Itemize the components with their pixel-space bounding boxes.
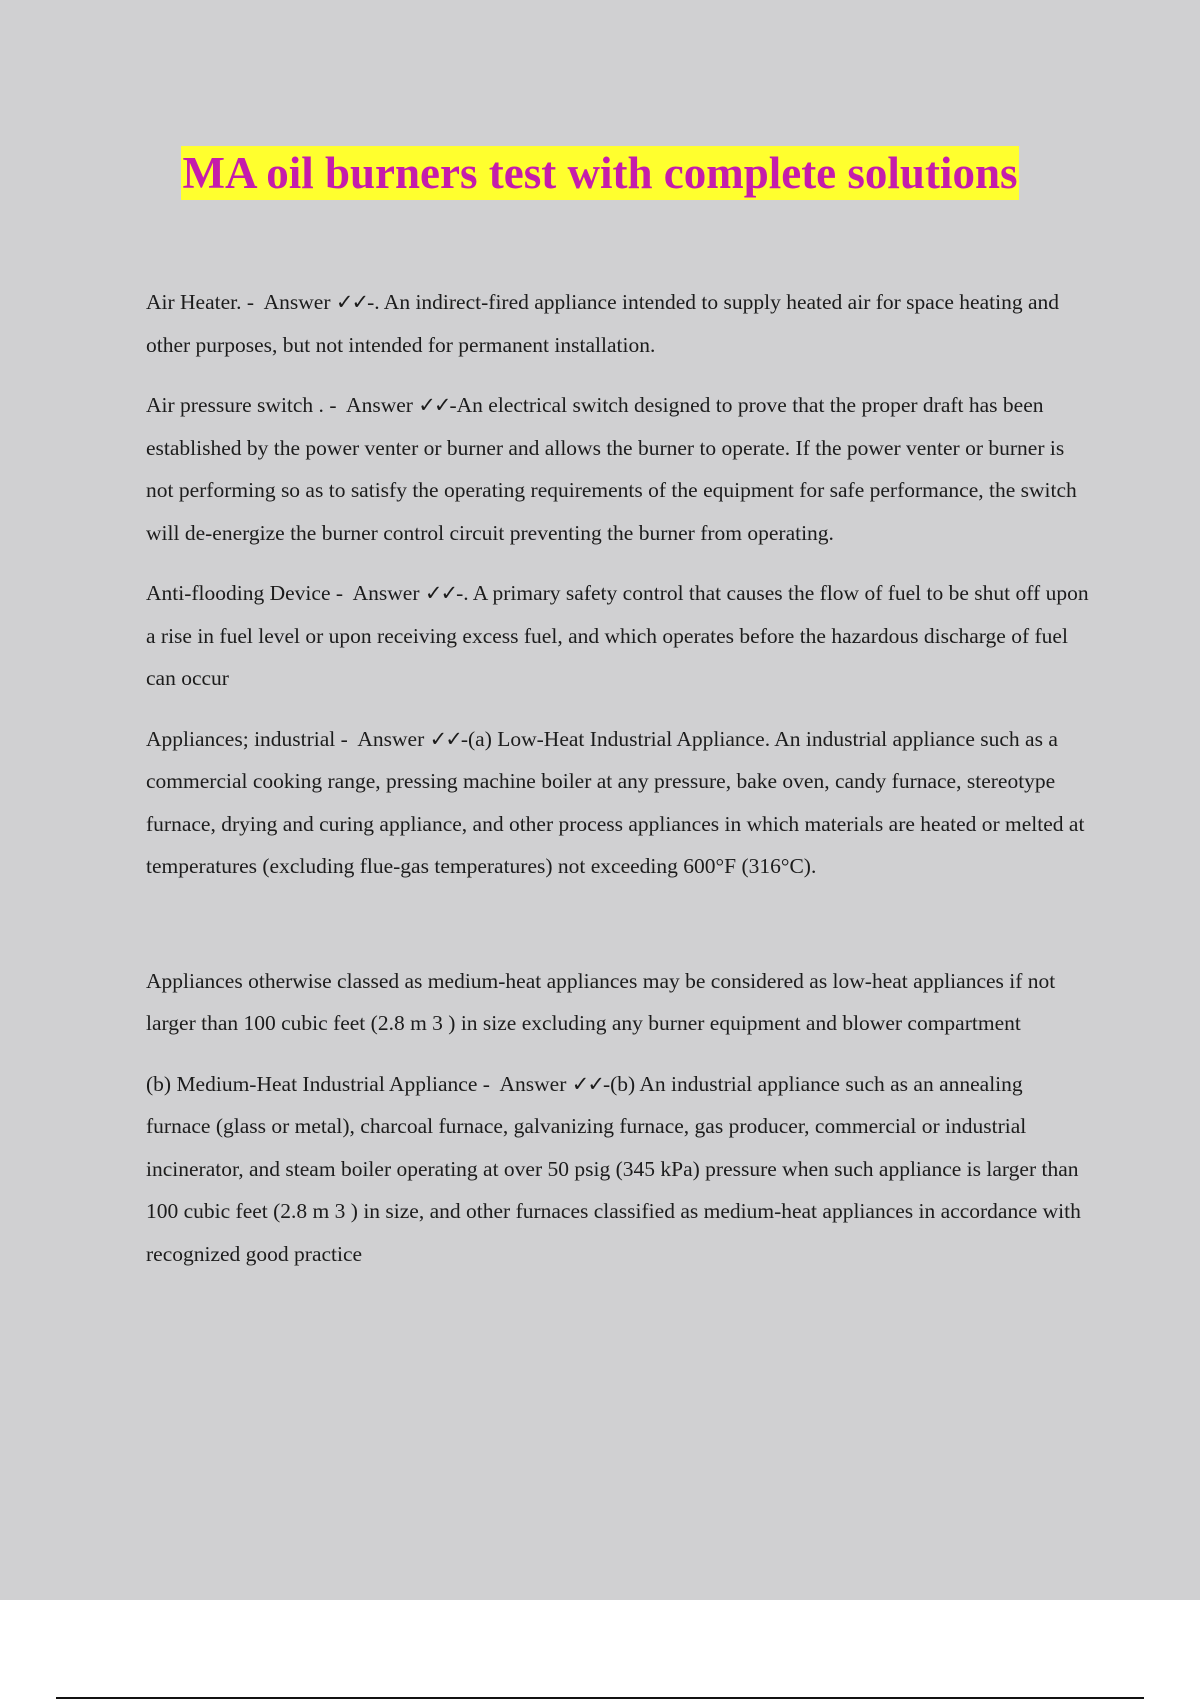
qa-entry-medium-heat-appliance: [146, 1063, 1092, 1276]
qa-list: [146, 281, 1092, 1293]
entry-definition: -An electrical switch designed to prove that the proper draft has been established by the power venter or burner and allows the burner to operate. If the power venter or burner is not performing so as to satisfy the operating requirements of the equipment for safe performance, the switch will de-energize the burner control circuit preventing the burner from operating.: [146, 393, 1077, 545]
entry-separator: -: [241, 290, 264, 314]
answer-label: Answer: [357, 726, 425, 751]
qa-entry-air-pressure-switch: [146, 384, 1092, 554]
entry-separator: -: [323, 393, 347, 417]
entry-definition: -(a) Low-Heat Industrial Appliance. An industrial appliance such as a commercial cooking range, pressing machine boiler at any pressure, bake oven, candy furnace, stereotype furnace, drying and curing appliance, and other process appliances in which materials are heated or melted at temperatures (excluding flue-gas temperatures) not exceeding 600°F (316°C).: [146, 726, 1085, 878]
title-block: [0, 146, 1200, 200]
entry-term: Anti-flooding Device: [146, 581, 331, 605]
entry-paragraph: [146, 572, 1092, 700]
page-footer-area: [0, 1600, 1200, 1700]
answer-label: Answer: [263, 290, 331, 314]
answer-label: Answer: [499, 1071, 567, 1096]
double-check-icon: ✓✓: [424, 581, 457, 605]
double-check-icon: ✓✓: [335, 290, 368, 314]
entry-paragraph: [146, 384, 1092, 554]
entry-paragraph: Appliances otherwise classed as medium-heat appliances may be considered as low-heat appliances if not larger than 100 cubic feet (2.8 m 3 ) in size excluding any burner equipment and blower compartment: [146, 968, 1056, 1035]
entry-paragraph: [146, 281, 1092, 366]
document-title: MA oil burners test with complete solutions: [182, 148, 1018, 198]
entry-term: Appliances; industrial: [146, 726, 336, 751]
entry-term: (b) Medium-Heat Industrial Appliance: [146, 1071, 478, 1096]
entry-separator: -: [330, 581, 353, 605]
double-check-icon: ✓✓: [429, 726, 461, 751]
qa-entry-appliances-industrial: [146, 718, 1092, 888]
entry-term: Air Heater.: [146, 290, 242, 314]
plain-paragraph-low-heat-note: [146, 960, 1092, 1045]
double-check-icon: ✓✓: [418, 393, 450, 417]
entry-definition: -(b) An industrial appliance such as an annealing furnace (glass or metal), charcoal furnace, galvanizing furnace, gas producer, commercial or industrial incinerator, and steam boiler operating at over 50 psig (345 kPa) pressure when such appliance is larger than 100 cubic feet (2.8 m 3 ) in size, and other furnaces classified as medium-heat appliances in accordance with recognized good practice: [146, 1071, 1081, 1266]
entry-separator: -: [335, 726, 358, 751]
entry-paragraph: [146, 718, 1092, 888]
entry-separator: -: [477, 1071, 500, 1096]
answer-label: Answer: [346, 393, 413, 417]
qa-entry-air-heater: [146, 281, 1092, 366]
footer-divider: [56, 1697, 1144, 1699]
answer-label: Answer: [352, 581, 420, 605]
entry-definition: -. An indirect-fired appliance intended to supply heated air for space heating and other purposes, but not intended for permanent installation.: [146, 290, 1059, 357]
entry-paragraph: [146, 1063, 1092, 1276]
double-check-icon: ✓✓: [571, 1071, 603, 1096]
entry-definition: -. A primary safety control that causes the flow of fuel to be shut off upon a rise in fuel level or upon receiving excess fuel, and which operates before the hazardous discharge of fuel can occur: [146, 581, 1089, 690]
entry-term: Air pressure switch .: [146, 393, 324, 417]
qa-entry-anti-flooding-device: [146, 572, 1092, 700]
